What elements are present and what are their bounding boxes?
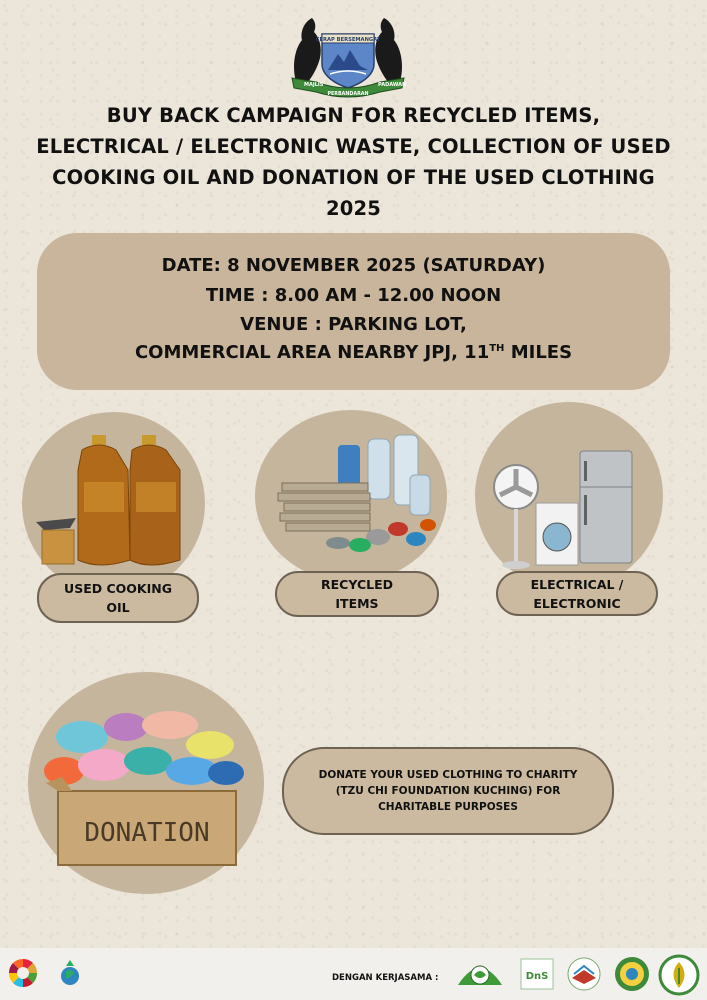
donation-message: DONATE YOUR USED CLOTHING TO CHARITY (TZU CHI FOUNDATION KUCHING) FOR CHARITABLE PURPOSES <box>282 747 614 835</box>
partner-book-logo <box>564 956 604 992</box>
title-line-3: COOKING OIL AND DONATION OF THE USED CLOTHING <box>52 166 655 189</box>
recycled-items-label: RECYCLED ITEMS <box>275 571 439 617</box>
left-panther-icon <box>294 18 321 82</box>
title-line-1: BUY BACK CAMPAIGN FOR RECYCLED ITEMS, <box>106 104 601 127</box>
title-line-2: ELECTRICAL / ELECTRONIC WASTE, COLLECTION OF USED <box>36 135 671 158</box>
used-cooking-oil-label: USED COOKING OIL <box>37 573 199 623</box>
event-venue-detail: COMMERCIAL AREA NEARBY JPJ, 11TH MILES <box>134 342 573 363</box>
event-time: TIME : 8.00 AM - 12.00 NOON <box>205 285 502 306</box>
event-date: DATE: 8 NOVEMBER 2025 (SATURDAY) <box>161 255 546 276</box>
right-panther-icon <box>375 18 402 82</box>
sdg-wheel-logo <box>8 958 38 988</box>
campaign-title <box>0 100 707 224</box>
svg-text:PADAWAN: PADAWAN <box>378 82 407 88</box>
svg-text:MAJLIS: MAJLIS <box>304 82 324 88</box>
eco-globe-logo <box>56 958 84 988</box>
donation-box-icon <box>42 705 254 875</box>
event-venue: VENUE : PARKING LOT, <box>240 314 467 335</box>
appliances-icon <box>488 445 648 575</box>
svg-text:DONATION: DONATION <box>84 818 210 848</box>
svg-text:PERBANDARAN: PERBANDARAN <box>327 92 369 97</box>
tzu-chi-logo <box>454 955 506 993</box>
title-line-4: 2025 <box>325 197 382 220</box>
council-crest-logo <box>286 12 410 98</box>
event-info-panel <box>37 233 670 390</box>
dns-logo <box>520 958 554 990</box>
electrical-electronic-label: ELECTRICAL / ELECTRONIC <box>496 571 658 616</box>
partners-label: DENGAN KERJASAMA : <box>332 973 439 983</box>
partner-green-logo <box>658 954 700 996</box>
recycled-items-icon <box>268 425 448 565</box>
svg-text:CERAP BERSEMANGAT: CERAP BERSEMANGAT <box>315 37 381 43</box>
partner-seal-logo <box>612 955 652 993</box>
cooking-oil-bottles-icon <box>30 430 200 580</box>
svg-text:DnS: DnS <box>525 971 549 982</box>
